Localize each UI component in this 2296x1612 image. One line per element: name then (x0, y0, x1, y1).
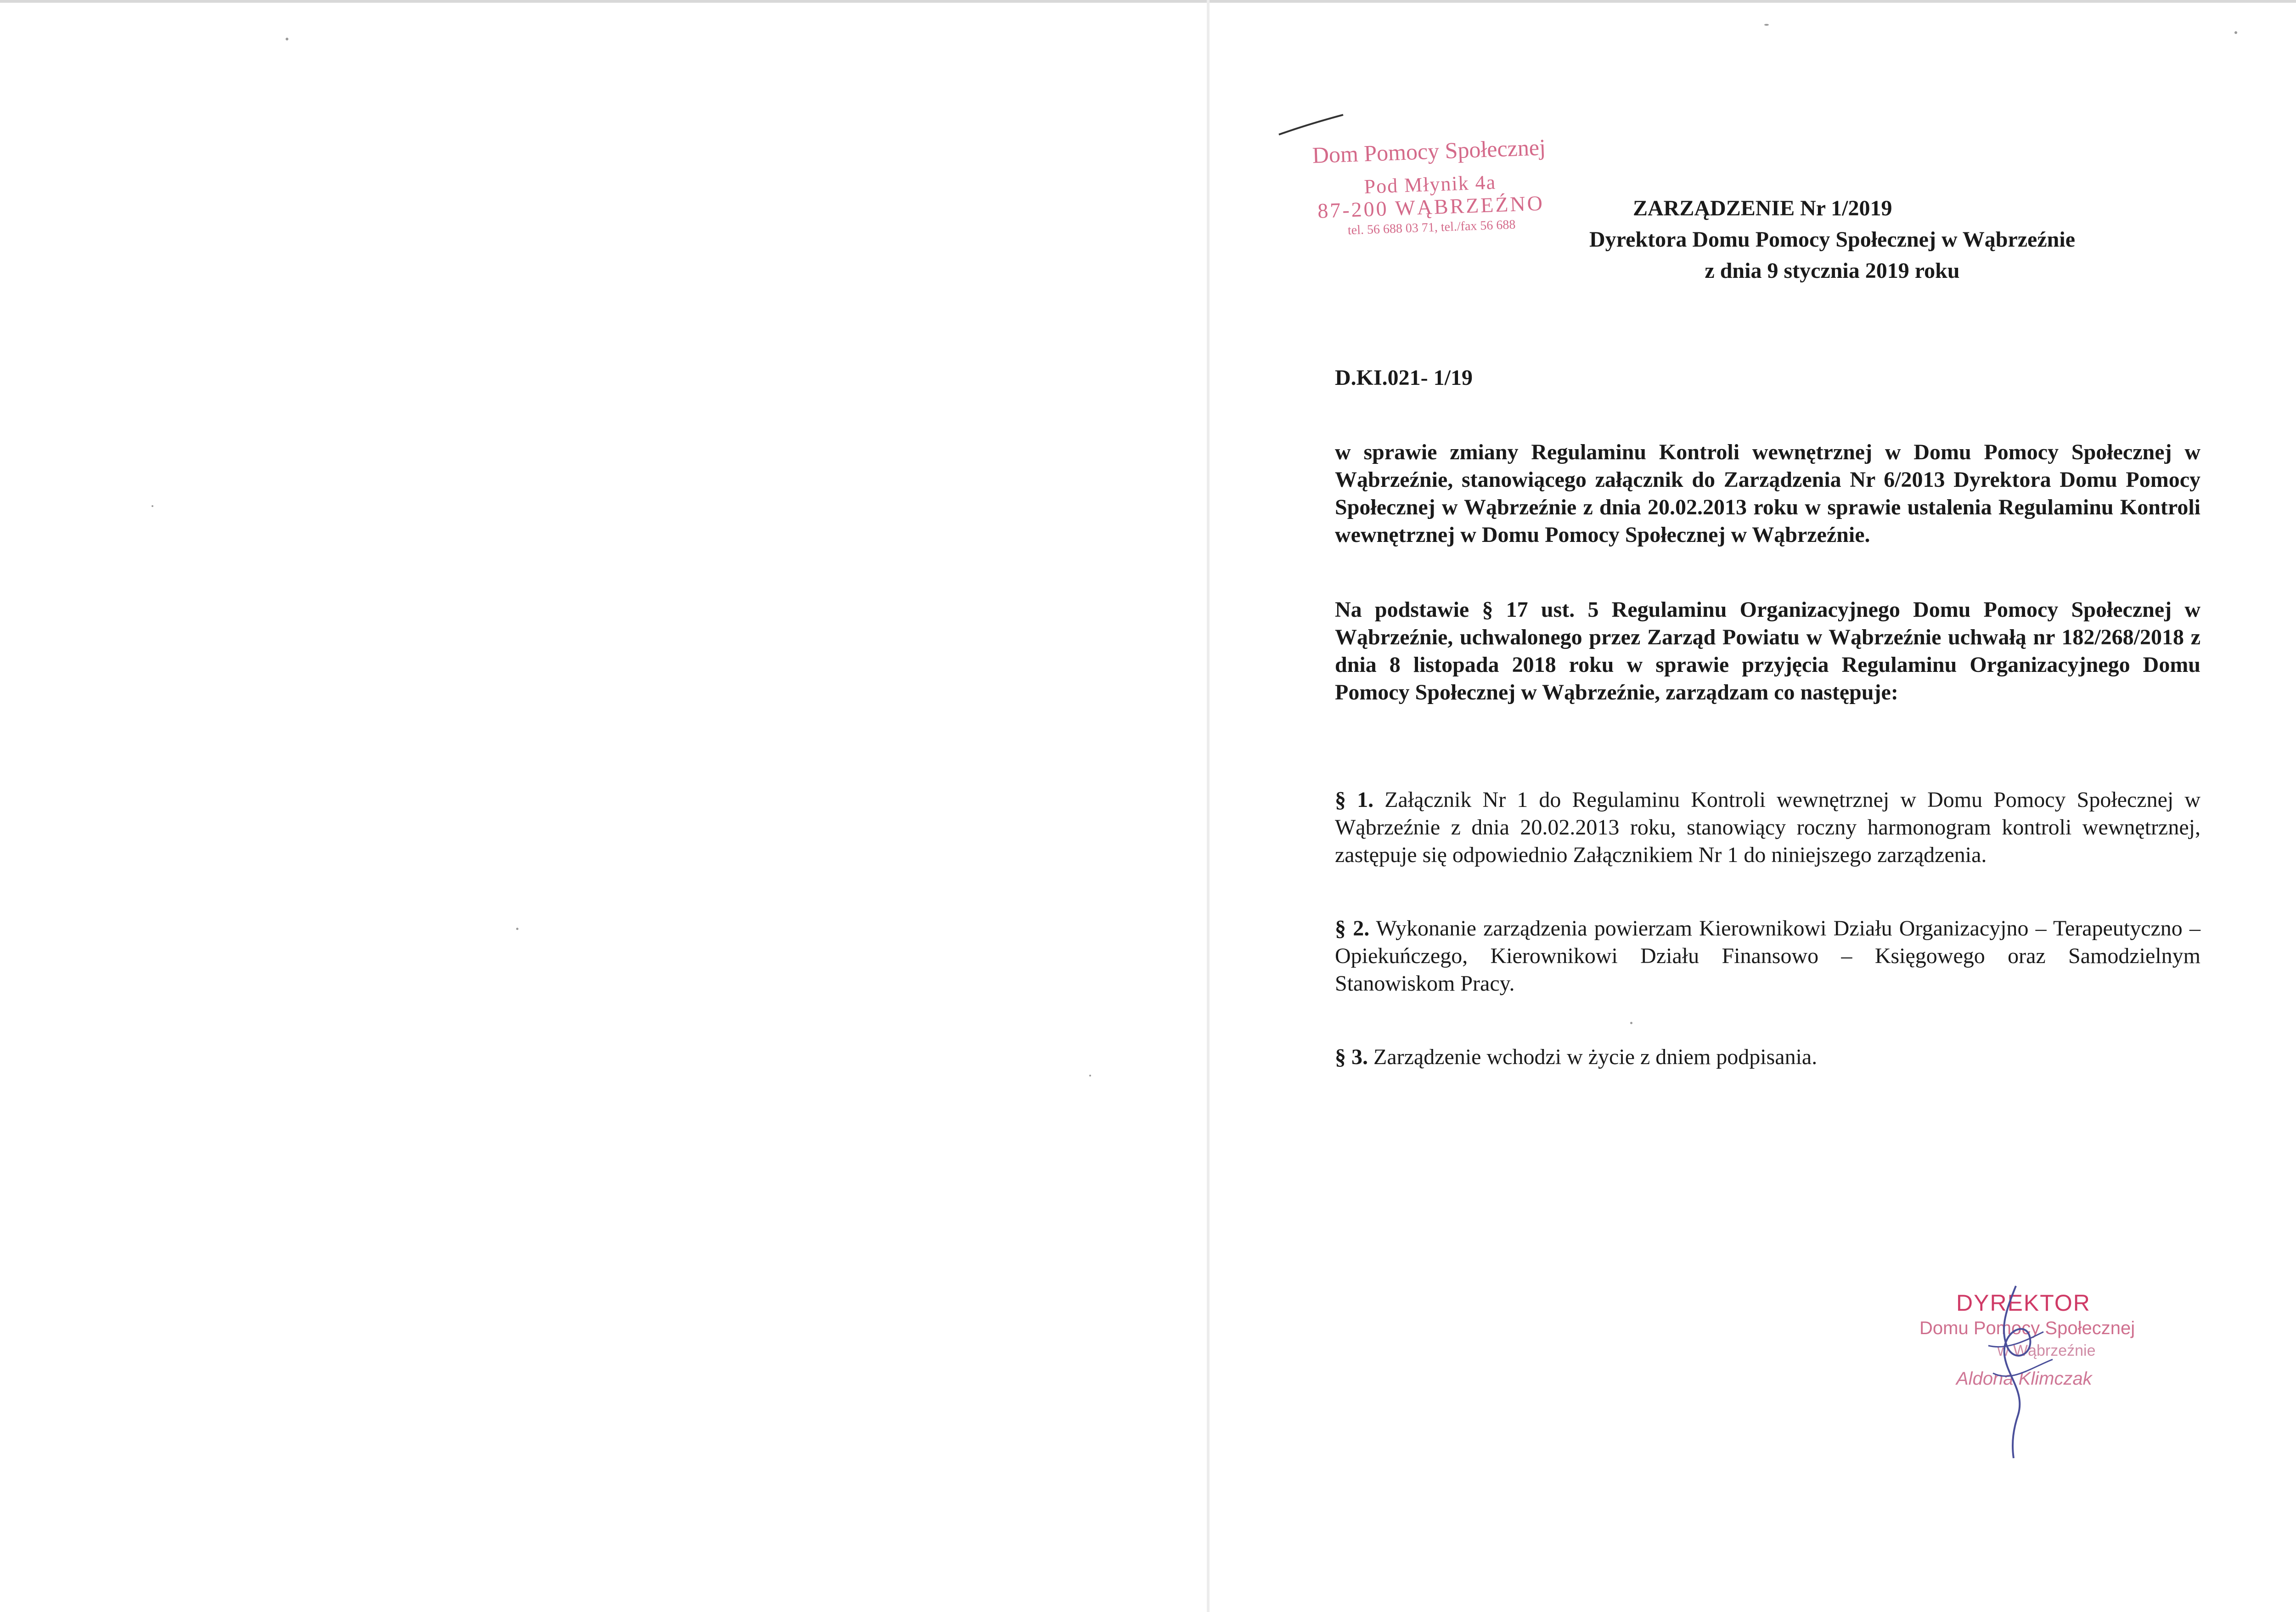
handwritten-signature (1919, 1277, 2112, 1460)
title-date: z dnia 9 stycznia 2019 roku (1705, 259, 1960, 283)
section-2 (1335, 915, 2200, 998)
director-stamp-name: Aldona Klimczak (1956, 1369, 2092, 1389)
reference-number: D.KI.021- 1/19 (1335, 366, 1473, 390)
scan-speck (286, 38, 288, 40)
section-text: Załącznik Nr 1 do Regulaminu Kontroli wewnętrznej w Domu Pomocy Społecznej w Wąbrzeźnie z dnia 20.02.2013 roku, stanowiący roczny harmonogram kontroli wewnętrznej, zastępuje się odpowiednio Załącznikiem Nr 1 do niniejszego zarządzenia. (1335, 788, 2200, 867)
stamp-line-city: 87-200 WĄBRZEŹNO (1317, 191, 1545, 223)
legal-basis-paragraph (1335, 596, 2200, 706)
stamp-pen-stroke (1277, 113, 1345, 140)
stamp-line-phone: tel. 56 688 03 71, tel./fax 56 688 (1347, 217, 1516, 238)
scan-speck (1089, 1075, 1091, 1077)
stamp-line-name: Dom Pomocy Społecznej (1311, 134, 1546, 168)
subject-text: w sprawie zmiany Regulaminu Kontroli wewnętrznej w Domu Pomocy Społecznej w Wąbrzeźnie, stanowiącego załącznik do Zarządzenia Nr 6/2013 Dyrektora Domu Pomocy Społecznej w Wąbrzeźnie z dnia 20.02.2013 roku w sprawie ustalenia Regulaminu Kontroli wewnętrznej w Domu Pomocy Społecznej w Wąbrzeźnie. (1335, 440, 2200, 547)
scan-speck (516, 928, 518, 930)
title-subtitle: Dyrektora Domu Pomocy Społecznej w Wąbrzeźnie (1589, 227, 2075, 252)
director-stamp-org: Domu Pomocy Społecznej (1919, 1318, 2135, 1338)
legal-basis-text: Na podstawie § 17 ust. 5 Regulaminu Organizacyjnego Domu Pomocy Społecznej w Wąbrzeźnie, uchwalonego przez Zarząd Powiatu w Wąbrzeźnie uchwałą nr 182/268/2018 z dnia 8 listopada 2018 roku w sprawie przyjęcia Regulaminu Organizacyjnego Domu Pomocy Społecznej w Wąbrzeźnie, zarządzam co następuje: (1335, 597, 2200, 705)
section-label: § 2. (1335, 916, 1370, 941)
section-3 (1335, 1043, 2200, 1071)
document-title (1488, 193, 2177, 287)
director-stamp-city: w Wąbrzeźnie (1998, 1342, 2096, 1359)
section-text: Zarządzenie wchodzi w życie z dniem podpisania. (1368, 1045, 1818, 1069)
director-stamp-title: DYREKTOR (1956, 1290, 2091, 1316)
stamp-line-street: Pod Młynik 4a (1363, 171, 1497, 198)
section-label: § 3. (1335, 1045, 1368, 1069)
section-1 (1335, 786, 2200, 869)
title-line: ZARZĄDZENIE Nr 1/2019 (1633, 196, 1892, 220)
scan-speck (152, 505, 153, 507)
subject-paragraph (1335, 439, 2200, 549)
section-text: Wykonanie zarządzenia powierzam Kierownikowi Działu Organizacyjno – Terapeutyczno – Opiekuńczego, Kierownikowi Działu Finansowo – Księgowego oraz Samodzielnym Stanowiskom Pracy. (1335, 916, 2200, 996)
section-label: § 1. (1335, 788, 1374, 812)
